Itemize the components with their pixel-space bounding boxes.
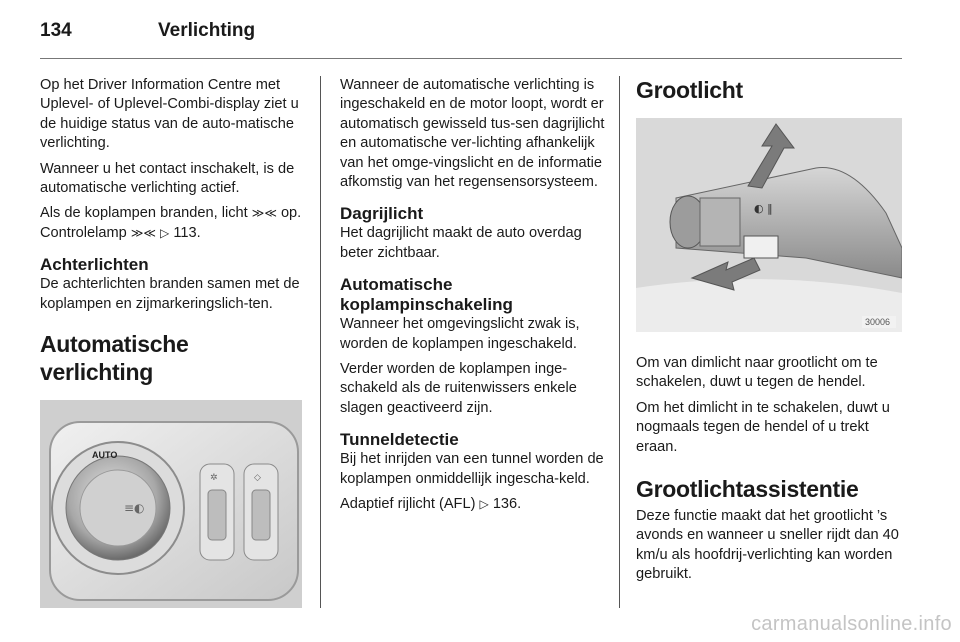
chapter-title: Verlichting (158, 20, 256, 41)
svg-text:≡◐: ≡◐ (124, 501, 145, 516)
section-heading: Grootlichtassistentie (636, 476, 859, 503)
svg-text:◇: ◇ (254, 473, 261, 484)
column-1 (40, 76, 305, 608)
section-heading: Grootlicht (636, 77, 743, 103)
page-ref-icon: ▷ (160, 225, 170, 240)
paragraph: Deze functie maakt dat het grootlicht ’s avonds en wanneer u sneller rijdt dan 40 km/u als hoofdrij-verlichting kan worden gebruikt. (636, 508, 899, 583)
header-divider (40, 58, 902, 59)
paragraph: Adaptief rijlicht (AFL) ▷ 136. (340, 496, 522, 513)
lever-illustration (636, 118, 902, 332)
paragraph: Bij het inrijden van een tunnel worden de koplampen onmiddellijk ingescha-keld. (340, 451, 604, 487)
section-heading: Tunneldetectie (340, 430, 459, 450)
paragraph: Op het Driver Information Centre met Uplevel- of Uplevel-Combi-display ziet u de huidige status van de auto-matische verlichting. (40, 77, 299, 152)
svg-text:✲: ✲ (210, 473, 218, 484)
paragraph: De achterlichten branden samen met de koplampen en zijmarkeringslich-ten. (40, 276, 300, 312)
section-heading: Automatische koplampinschakeling (340, 275, 513, 315)
light-switch-figure (40, 400, 302, 608)
auto-light-icon: ≫≪ (251, 206, 277, 221)
page-ref-icon: ▷ (479, 497, 489, 512)
section-heading: Dagrijlicht (340, 204, 424, 224)
column-2 (340, 76, 605, 521)
page-number: 134 (40, 20, 72, 41)
column-divider (619, 76, 620, 608)
lever-figure (636, 118, 902, 332)
section-heading: Achterlichten (40, 255, 149, 275)
paragraph: Om het dimlicht in te schakelen, duwt u nogmaals tegen de hendel of u trekt eraan. (636, 399, 890, 455)
watermark: carmanualsonline.info (751, 613, 952, 635)
section-heading: Automatische verlichting (40, 331, 189, 386)
paragraph: Wanneer de automatische verlichting is ingeschakeld en de motor loopt, wordt er automatisch gewisseld tus-sen dagrijlicht en automatische ver-lichting afhankelijk van het omge-vingslicht en de informatie afkomstig van het regensensorsysteem. (340, 77, 605, 191)
auto-light-icon: ≫≪ (130, 225, 156, 240)
paragraph: Als de koplampen branden, licht ≫≪ op. Controlelamp ≫≪ ▷ 113. (40, 205, 302, 241)
column-divider (320, 76, 321, 608)
paragraph: Wanneer u het contact inschakelt, is de automatische verlichting actief. (40, 160, 295, 197)
paragraph: Het dagrijlicht maakt de auto overdag beter zichtbaar. (340, 225, 582, 261)
paragraph: Wanneer het omgevingslicht zwak is, worden de koplampen ingeschakeld. (340, 316, 580, 352)
paragraph: Verder worden de koplampen inge-schakeld als de ruitenwissers enkele slagen geactiveerd zijn. (340, 361, 577, 416)
column-3 (636, 76, 904, 591)
light-switch-illustration (40, 400, 302, 608)
figure-code: 30006 (865, 317, 891, 327)
svg-text:◐ ‖: ◐ ‖ (754, 202, 773, 215)
page-header (40, 18, 902, 58)
paragraph: Om van dimlicht naar grootlicht om te schakelen, duwt u tegen de hendel. (636, 355, 878, 391)
auto-label: AUTO (92, 450, 118, 461)
